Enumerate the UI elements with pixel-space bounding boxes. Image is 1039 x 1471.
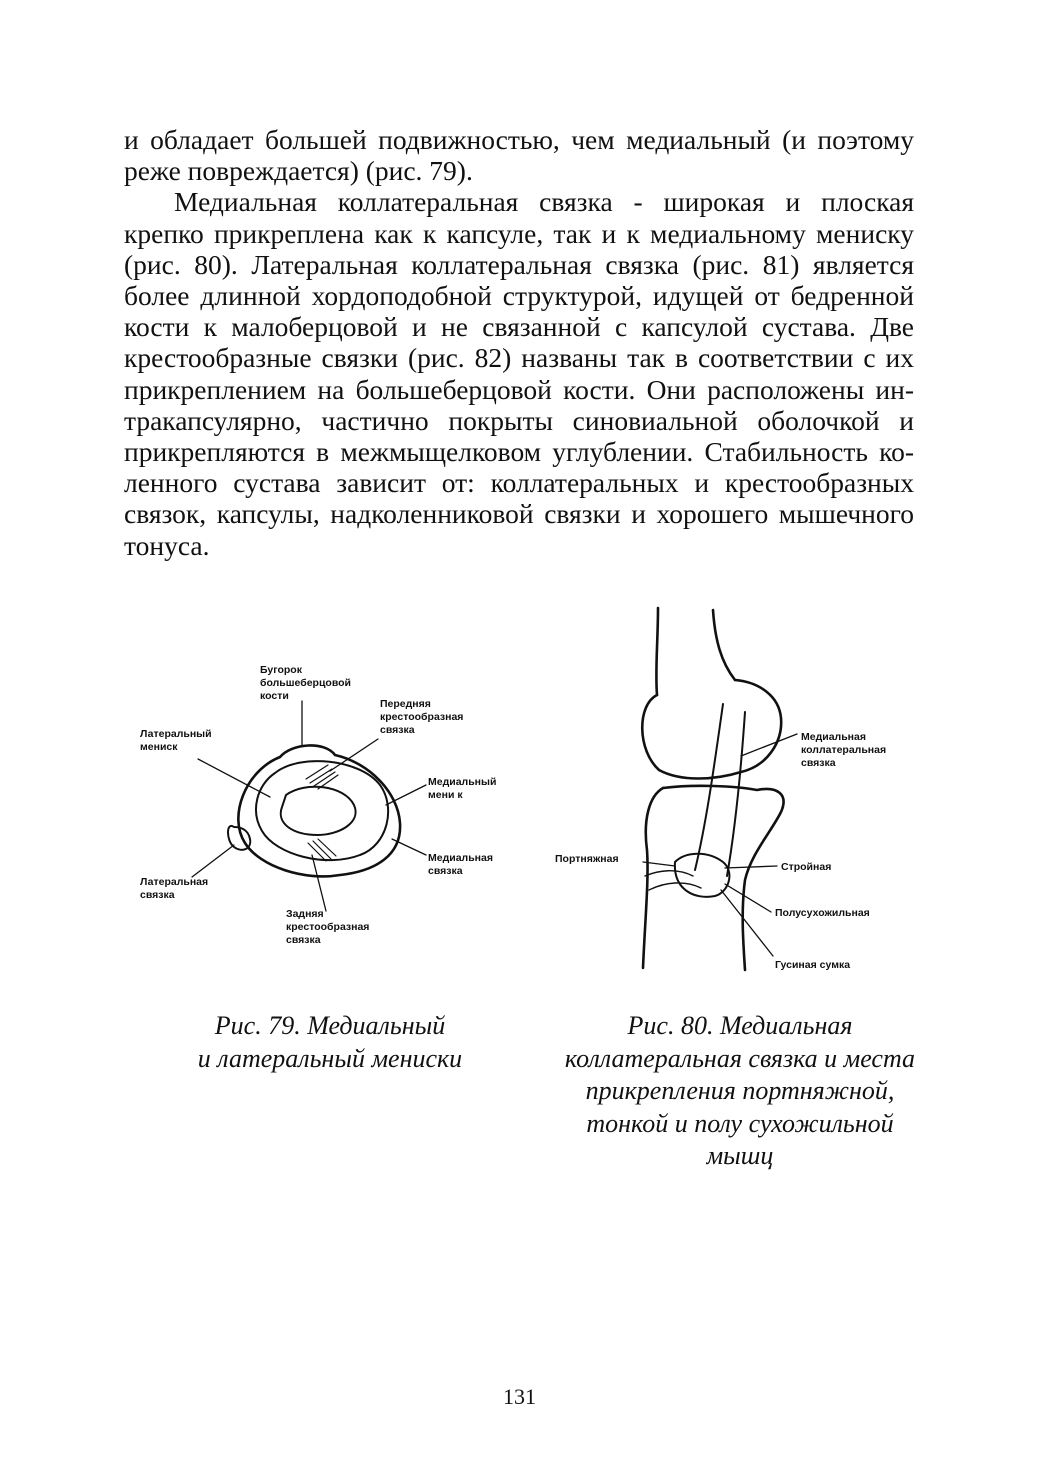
leader-semitendinosus [725, 884, 771, 912]
label-line: большеберцовой [260, 677, 352, 689]
page-number: 131 [503, 1384, 536, 1409]
label-line: Бугорок [260, 664, 302, 676]
figure-79-caption [170, 1010, 490, 1075]
label-line: мениск [140, 741, 178, 753]
label-line: мени к [428, 789, 463, 801]
label-line: кости [260, 690, 289, 702]
label-line: Задняя [286, 908, 324, 920]
label-line: связка [380, 724, 415, 736]
text-line: тонуса. [124, 529, 210, 561]
intercondylar-area [281, 787, 356, 835]
leader-posterior [312, 855, 326, 911]
label-line: Медиальный [428, 776, 497, 788]
label-bursa: Гусиная сумка [775, 959, 851, 971]
leader-gracilis [725, 866, 777, 868]
femoral-condyle [642, 680, 781, 779]
figure-80-medial-collateral-ligament [545, 600, 925, 980]
label-medial-collateral [801, 731, 889, 769]
caption-line: прикрепления портняжной, [585, 1076, 895, 1105]
body-text [124, 124, 914, 561]
leader-medial-collateral [741, 734, 797, 756]
label-medial-ligament [428, 852, 496, 877]
menisci-drawing [130, 655, 530, 955]
label-line: Латеральная [140, 876, 209, 888]
label-sartorius: Портняжная [555, 853, 619, 865]
text-line: прикреплением на большеберцовой кости. Они расположены ин- [124, 373, 914, 405]
leader-lateral-meniscus [198, 759, 270, 797]
tibia-plateau [643, 788, 663, 968]
caption-line: мышц [706, 1141, 774, 1170]
label-line: Латеральный [140, 728, 212, 740]
paragraph-2 [124, 186, 914, 560]
label-tuberosity [260, 664, 354, 702]
text-line: более длинной хордоподобной структурой, идущей от бедренной [124, 280, 914, 312]
leader-bursa [721, 890, 773, 956]
label-line: связка [140, 889, 175, 901]
text-line: крестообразные связки (рис. 82) названы так в соответствии с их [124, 342, 914, 374]
tendon-lines [645, 871, 701, 890]
text-line: крепко прикреплена как к капсуле, так и к медиальному мениску [124, 217, 914, 249]
label-line: Медиальная [428, 852, 493, 864]
text-line: прикрепляются в межмыщелковом углублении. Стабильность ко- [124, 436, 914, 468]
label-anterior-cruciate [380, 698, 466, 736]
figure-79-menisci [130, 655, 530, 955]
text-line: кости к малоберцовой и не связанной с капсулой сустава. Две [124, 311, 914, 343]
label-line: крестообразная [286, 921, 370, 933]
text-line: ленного сустава зависит от: коллатеральных и крестообразных [124, 467, 914, 499]
leader-lateral-ligament [192, 845, 234, 877]
text-line: тракапсулярно, частично покрыты синовиальной оболочкой и [124, 404, 914, 436]
label-line: связка [801, 757, 836, 769]
label-line: крестообразная [380, 711, 464, 723]
text-line: (рис. 80). Латеральная коллатеральная связка (рис. 81) является [124, 248, 914, 280]
label-lateral-ligament [140, 876, 211, 901]
caption-line: и латеральный мениски [197, 1043, 463, 1073]
label-line: Медиальная [801, 731, 866, 743]
label-line: связка [286, 934, 321, 946]
label-line: коллатеральная [801, 744, 887, 756]
knee-drawing [545, 600, 925, 980]
leader-medial-ligament [392, 839, 426, 855]
label-line: связка [428, 865, 463, 877]
medial-collateral-band [727, 712, 745, 876]
text-line: Медиальная коллатеральная связка - широкая и плоская [174, 186, 914, 218]
text-line: реже повреждается) (рис. 79). [124, 155, 473, 187]
caption-line: коллатеральная связка и места [564, 1043, 916, 1073]
tibial-plateau-outline [238, 745, 400, 876]
label-posterior-cruciate [286, 908, 372, 946]
label-semitendinosus: Полусухожильная [775, 907, 870, 919]
caption-line: Рис. 79. Медиальный [214, 1011, 446, 1040]
caption-line: тонкой и полу сухожильной [586, 1108, 894, 1138]
label-medial-meniscus [428, 776, 499, 801]
text-line: связок, капсулы, надколенниковой связки и хорошего мышечного [124, 498, 914, 530]
femur-shaft [656, 608, 658, 695]
text-line: и обладает большей подвижностью, чем медиальный (и поэтому [124, 124, 914, 155]
caption-line: Рис. 80. Медиальная [627, 1011, 853, 1040]
label-line: Передняя [380, 698, 431, 710]
femur-shaft [713, 610, 735, 680]
tibia-plateau [663, 786, 784, 970]
figure-80-caption [540, 1010, 940, 1173]
paragraph-1 [124, 124, 914, 186]
label-lateral-meniscus [140, 728, 215, 753]
label-gracilis: Стройная [781, 861, 832, 873]
